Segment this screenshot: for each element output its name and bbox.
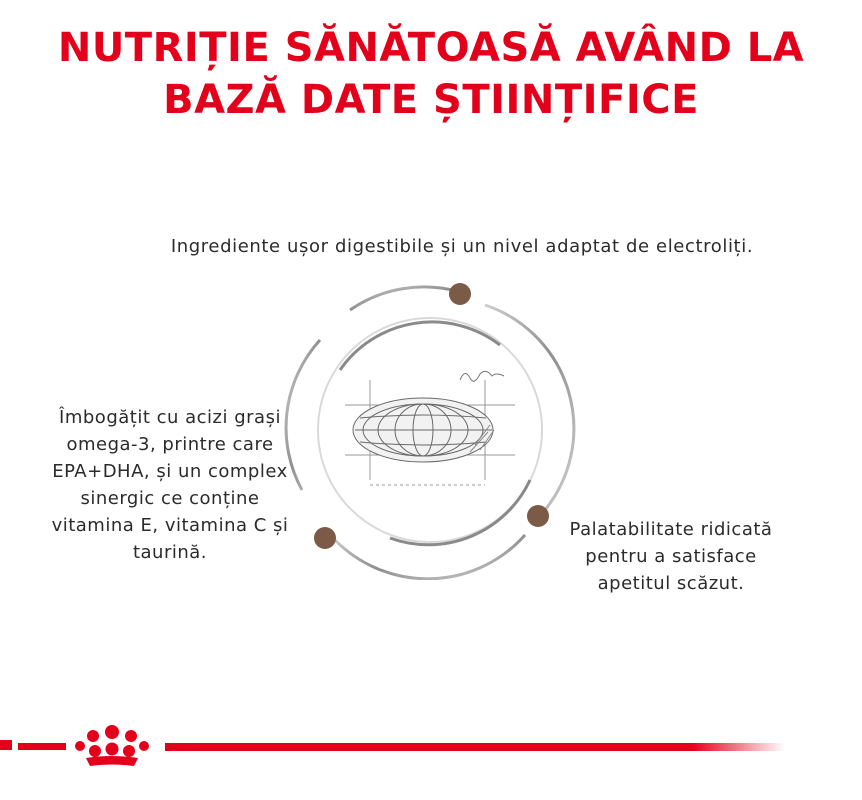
benefit-digestibility-text: Ingrediente ușor digestibile și un nivel adaptat de electroliți. (170, 236, 754, 257)
royal-crown-logo (75, 725, 149, 766)
dot-left (314, 527, 336, 549)
title-line-1: NUTRIȚIE SĂNĂTOASĂ AVÂND LA (57, 25, 805, 71)
inner-ring-highlight-2 (390, 480, 530, 545)
benefit-palatability-text: Palatabilitate ridicată pentru a satisface apetitul scăzut. (569, 519, 773, 594)
brand-footer-bar (0, 718, 862, 778)
benefit-omega3-text: Îmbogățit cu acizi grași omega-3, printre care EPA+DHA, și un complex sinergic ce conține vitamina E, vitamina C și taurină. (51, 407, 289, 563)
outer-ring-arc-4 (286, 340, 320, 490)
footer-stripe-right (165, 743, 785, 751)
kibble-sketch-icon (345, 371, 515, 485)
inner-ring-highlight (340, 322, 500, 370)
footer-stripe-left-2 (18, 743, 66, 750)
outer-ring-arc-1 (350, 287, 460, 310)
dot-top (449, 283, 471, 305)
title-line-2: BAZĂ DATE ȘTIINȚIFICE (163, 77, 699, 123)
benefits-circle-graphic (280, 280, 580, 580)
footer-stripe-left (0, 740, 12, 750)
page-title (0, 22, 862, 126)
outer-ring-arc-2 (485, 305, 574, 510)
dot-right (527, 505, 549, 527)
